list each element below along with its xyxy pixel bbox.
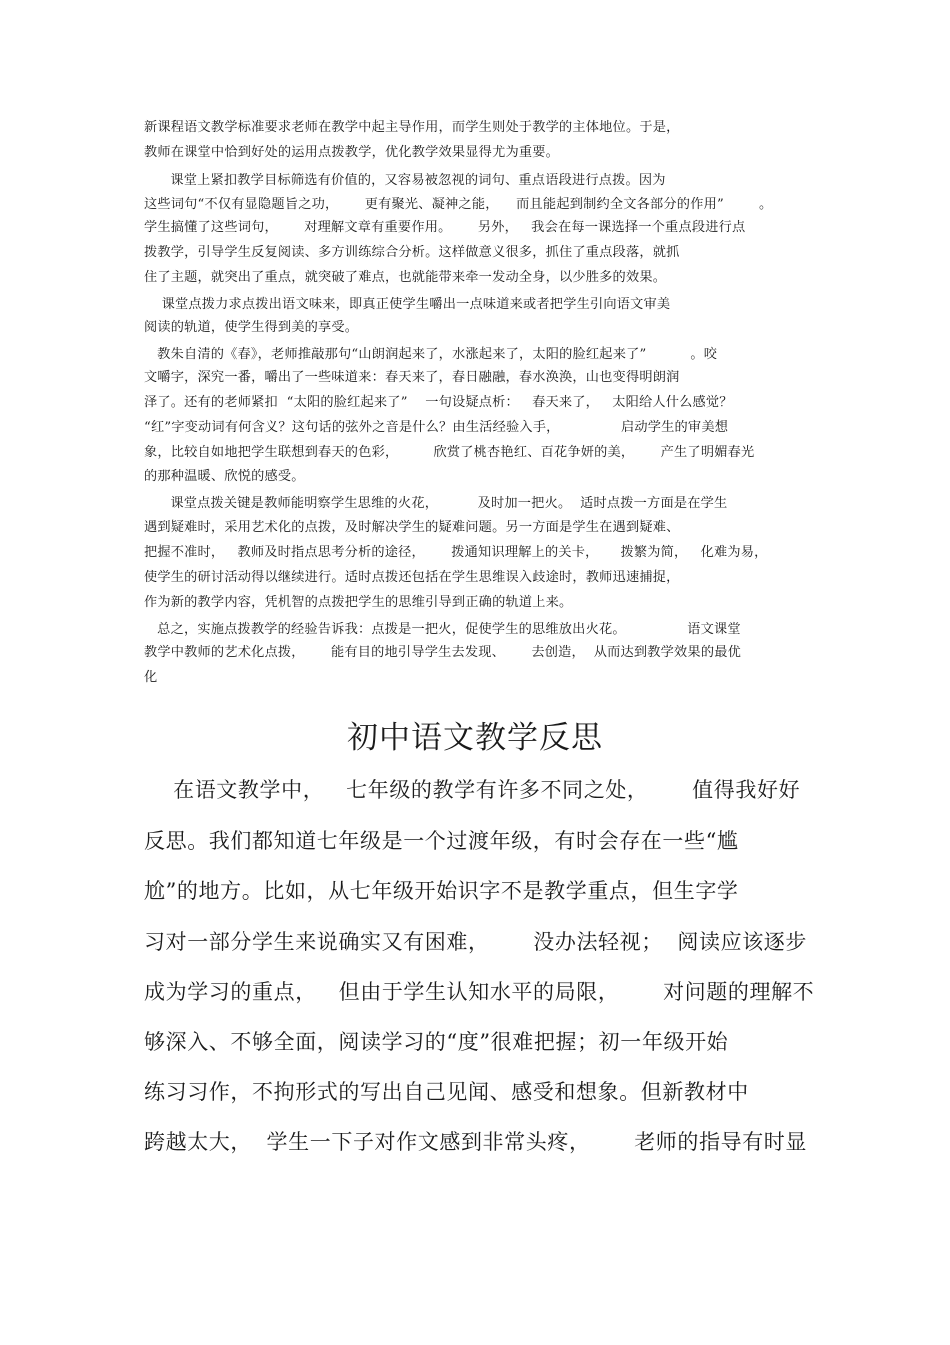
text-line: 使学生的研讨活动得以继续进行。适时点拨还包括在学生思维误入歧途时，教师迅速捕捉， bbox=[144, 570, 680, 585]
text-line: 成为学习的重点， 但由于学生认知水平的局限， 对问题的理解不 bbox=[144, 980, 815, 1004]
text-line: 住了主题，就突出了重点，就突破了难点，也就能带来牵一发动全身，以少胜多的效果。 bbox=[144, 270, 667, 285]
text-line: 的那种温暖、欣悦的感受。 bbox=[144, 469, 305, 484]
text-line: 跨越太大， 学生一下子对作文感到非常头疼， 老师的指导有时显 bbox=[144, 1130, 807, 1154]
text-line: 课堂点拨力求点拨出语文味来，即真正使学生嚼出一点味道来或者把学生引向语文审美 bbox=[144, 297, 671, 312]
text-line: 化 bbox=[144, 670, 158, 685]
text-line: 教朱自清的《春》，老师推敲那句“山朗润起来了，水涨起来了，太阳的脸红起来了” 。咬 bbox=[144, 347, 718, 362]
text-line: 课堂上紧扣教学目标筛选有价值的，又容易被忽视的词句、重点语段进行点拨。因为 bbox=[144, 173, 666, 188]
text-line: 教学中教师的艺术化点拨， 能有目的地引导学生去发现、 去创造， 从而达到教学效果的最优 bbox=[144, 645, 741, 660]
text-line: 遇到疑难时，采用艺术化的点拨，及时解决学生的疑难问题。另一方面是学生在遇到疑难、 bbox=[144, 520, 680, 535]
text-line: 习对一部分学生来说确实又有困难， 没办法轻视； 阅读应该逐步 bbox=[144, 930, 807, 954]
text-line: 总之，实施点拨教学的经验告诉我：点拨是一把火，促使学生的思维放出火花。 语文课堂 bbox=[144, 622, 741, 637]
text-line: 练习习作，不拘形式的写出自己见闻、感受和想象。但新教材中 bbox=[144, 1080, 749, 1104]
document-title: 初中语文教学反思 bbox=[347, 720, 603, 756]
text-line: 拨教学，引导学生反复阅读、多方训练综合分析。这样做意义很多，抓住了重点段落，就抓 bbox=[144, 245, 680, 260]
text-line: 新课程语文教学标准要求老师在教学中起主导作用，而学生则处于教学的主体地位。于是， bbox=[144, 120, 680, 135]
text-line: 课堂点拨关键是教师能明察学生思维的火花， 及时加一把火。 适时点拨一方面是在学生 bbox=[144, 496, 728, 511]
text-line: 在语文教学中， 七年级的教学有许多不同之处， 值得我好好 bbox=[144, 778, 801, 802]
text-line: 反思。我们都知道七年级是一个过渡年级，有时会存在一些“尴 bbox=[144, 829, 739, 853]
text-line: 作为新的教学内容，凭机智的点拨把学生的思维引导到正确的轨道上来。 bbox=[144, 595, 573, 610]
text-line: 象，比较自如地把学生联想到春天的色彩， 欣赏了桃杏艳红、百花争妍的美， 产生了明媚春光 bbox=[144, 445, 755, 460]
text-line: 够深入、不够全面，阅读学习的“度”很难把握；初一年级开始 bbox=[144, 1030, 729, 1054]
text-line: 这些词句“不仅有显隐题旨之功， 更有聚光、凝神之能， 而且能起到制约全文各部分的作用” 。 bbox=[144, 197, 773, 212]
text-line: 尬”的地方。比如，从七年级开始识字不是教学重点，但生字学 bbox=[144, 879, 739, 903]
text-line: 教师在课堂中恰到好处的运用点拨教学，优化教学效果显得尤为重要。 bbox=[144, 145, 560, 160]
text-line: “红”字变动词有何含义？这句话的弦外之音是什么？由生活经验入手， 启动学生的审美想 bbox=[144, 420, 729, 435]
text-line: 泽了。还有的老师紧扣 “太阳的脸红起来了” 一句设疑点析： 春天来了， 太阳给人什么感觉？ bbox=[144, 395, 733, 410]
text-line: 学生搞懂了这些词句， 对理解文章有重要作用。 另外， 我会在每一课选择一个重点段进行点 bbox=[144, 220, 746, 235]
text-line: 阅读的轨道，使学生得到美的享受。 bbox=[144, 320, 359, 335]
text-line: 文嚼字，深究一番，嚼出了一些味道来：春天来了，春日融融，春水涣涣，山也变得明朗润 bbox=[144, 370, 680, 385]
text-line: 把握不准时， 教师及时指点思考分析的途径， 拨通知识理解上的关卡， 拨繁为简， 化难为易， bbox=[144, 545, 768, 560]
